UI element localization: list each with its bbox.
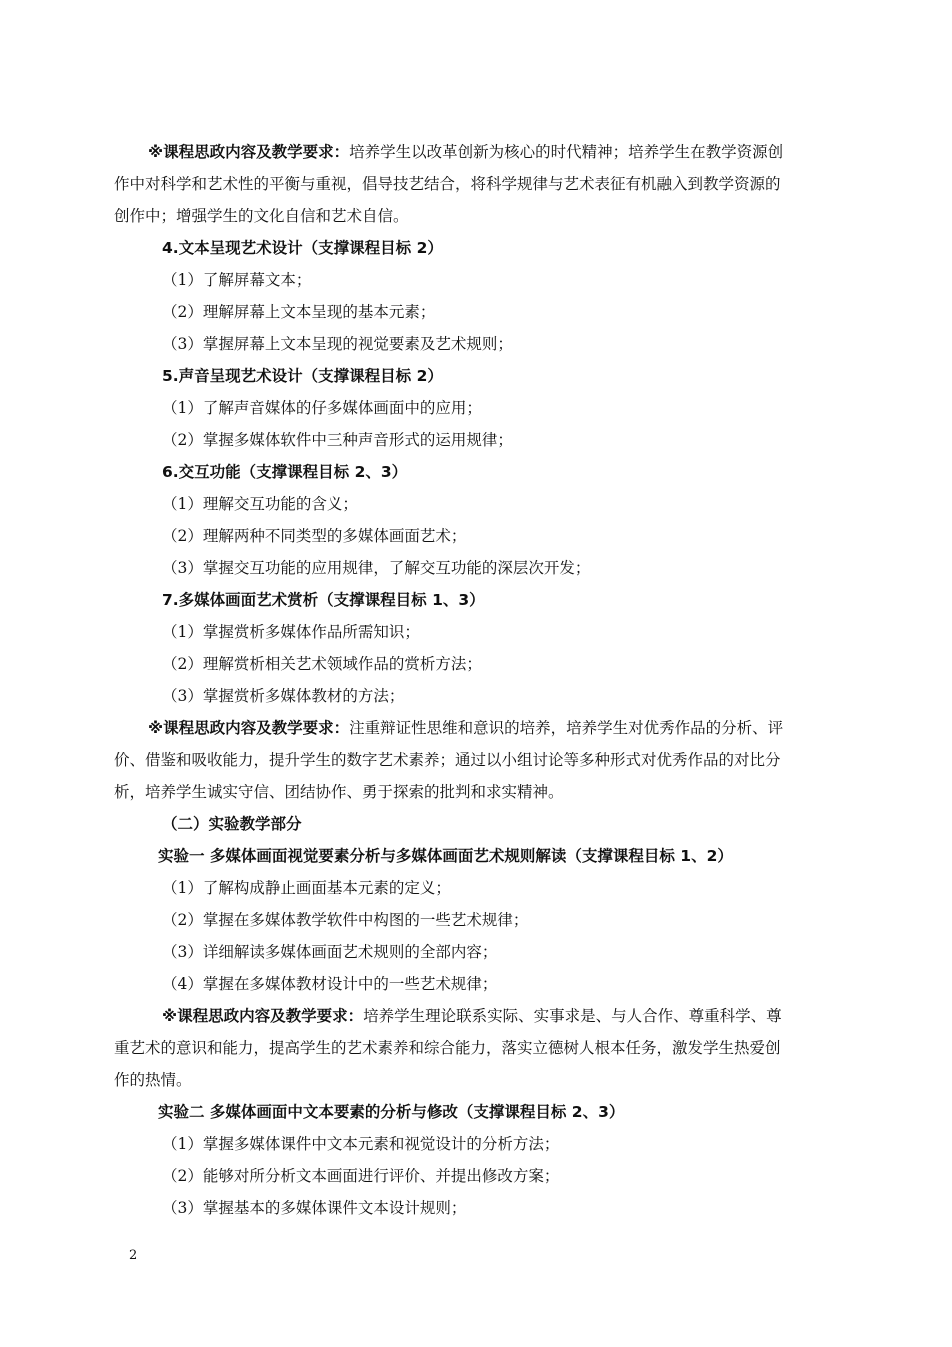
section-heading: 6.交互功能（支撑课程目标 2、3）: [162, 463, 408, 481]
paragraph-line: ※课程思政内容及教学要求：培养学生理论联系实际、实事求是、与人合作、尊重科学、尊: [162, 1007, 782, 1025]
list-item: （1）掌握多媒体课件中文本元素和视觉设计的分析方法；: [162, 1135, 560, 1153]
list-item: （2）理解赏析相关艺术领域作品的赏析方法；: [162, 655, 482, 673]
list-item: （2）理解屏幕上文本呈现的基本元素；: [162, 303, 436, 321]
paragraph-line: ※课程思政内容及教学要求：注重辩证性思维和意识的培养，培养学生对优秀作品的分析、评: [148, 719, 784, 737]
section-heading: 4.文本呈现艺术设计（支撑课程目标 2）: [162, 239, 443, 257]
list-item: （3）掌握基本的多媒体课件文本设计规则；: [162, 1199, 467, 1217]
list-item: （1）掌握赏析多媒体作品所需知识；: [162, 623, 420, 641]
paragraph-line: 重艺术的意识和能力，提高学生的艺术素养和综合能力，落实立德树人根本任务，激发学生热爱创: [114, 1039, 781, 1057]
section-heading: 7.多媒体画面艺术赏析（支撑课程目标 1、3）: [162, 591, 485, 609]
list-item: （1）了解构成静止画面基本元素的定义；: [162, 879, 451, 897]
section-heading: 5.声音呈现艺术设计（支撑课程目标 2）: [162, 367, 443, 385]
paragraph-line: 作的热情。: [114, 1071, 192, 1089]
list-item: （2）掌握在多媒体教学软件中构图的一些艺术规律；: [162, 911, 529, 929]
page-number: 2: [129, 1248, 138, 1263]
list-item: （3）掌握交互功能的应用规律，了解交互功能的深层次开发；: [162, 559, 591, 577]
list-item: （4）掌握在多媒体教材设计中的一些艺术规律；: [162, 975, 498, 993]
paragraph-line: 创作中；增强学生的文化自信和艺术自信。: [114, 207, 409, 225]
list-item: （3）掌握赏析多媒体教材的方法；: [162, 687, 405, 705]
list-item: （2）能够对所分析文本画面进行评价、并提出修改方案；: [162, 1167, 560, 1185]
paragraph-line: 价、借鉴和吸收能力，提升学生的数字艺术素养；通过以小组讨论等多种形式对优秀作品的对比分: [114, 751, 781, 769]
list-item: （1）了解声音媒体的仔多媒体画面中的应用；: [162, 399, 482, 417]
list-item: （3）详细解读多媒体画面艺术规则的全部内容；: [162, 943, 498, 961]
paragraph-line: 析，培养学生诚实守信、团结协作、勇于探索的批判和求实精神。: [114, 783, 564, 801]
experiment-heading: 实验二 多媒体画面中文本要素的分析与修改（支撑课程目标 2、3）: [158, 1103, 625, 1121]
list-item: （2）掌握多媒体软件中三种声音形式的运用规律；: [162, 431, 513, 449]
list-item: （2）理解两种不同类型的多媒体画面艺术；: [162, 527, 467, 545]
list-item: （1）了解屏幕文本；: [162, 271, 312, 289]
requirement-label: ※课程思政内容及教学要求：: [162, 1007, 364, 1025]
experiment-heading: 实验一 多媒体画面视觉要素分析与多媒体画面艺术规则解读（支撑课程目标 1、2）: [158, 847, 733, 865]
requirement-label: ※课程思政内容及教学要求：: [148, 719, 350, 737]
paragraph-line: ※课程思政内容及教学要求：培养学生以改革创新为核心的时代精神；培养学生在教学资源创: [148, 143, 784, 161]
lab-section-heading: （二）实验教学部分: [162, 815, 302, 833]
list-item: （3）掌握屏幕上文本呈现的视觉要素及艺术规则；: [162, 335, 513, 353]
requirement-label: ※课程思政内容及教学要求：: [148, 143, 350, 161]
list-item: （1）理解交互功能的含义；: [162, 495, 358, 513]
paragraph-line: 作中对科学和艺术性的平衡与重视，倡导技艺结合，将科学规律与艺术表征有机融入到教学资源的: [114, 175, 781, 193]
